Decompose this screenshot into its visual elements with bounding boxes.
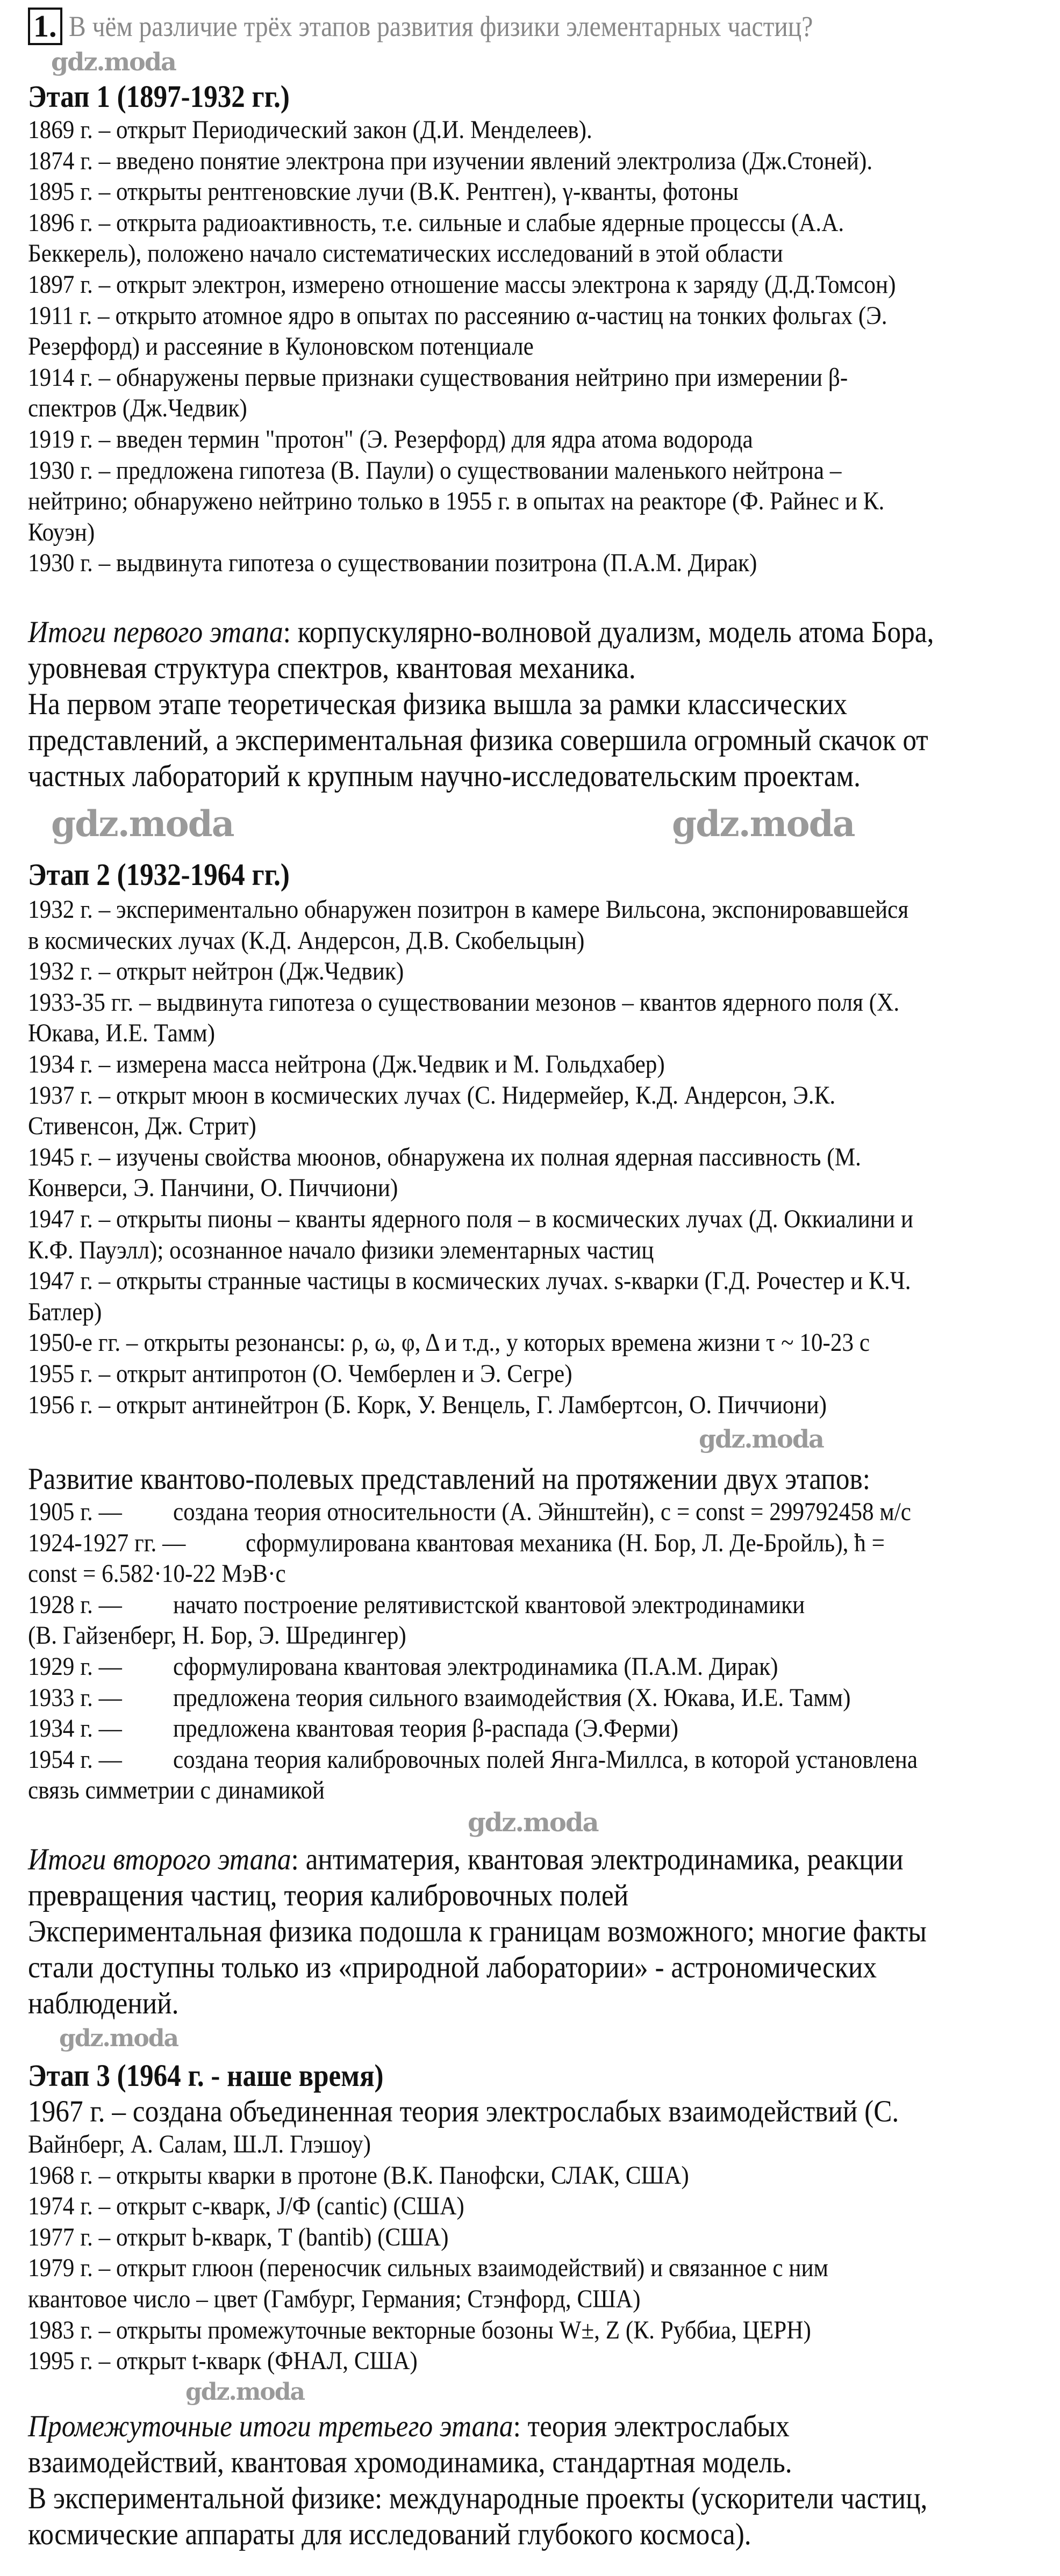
- stage3-first-line: [28, 2093, 1049, 2129]
- summary-text: Экспериментальная физика подошла к границам возможного; многие факты: [28, 1915, 927, 1948]
- timeline-line: 1947 г. – открыты пионы – кванты ядерного поля – в космических лучах (Д. Оккиалини и: [28, 1204, 913, 1233]
- summary-text: представлений, а экспериментальная физика совершила огромный скачок от: [28, 723, 928, 757]
- qft-text: начато построение релятивистской квантовой электродинамики: [173, 1590, 805, 1619]
- stage3-title: Этап 3 (1964 г. - наше время): [28, 2058, 384, 2093]
- timeline-line: Юкава, И.Е. Тамм): [28, 1019, 216, 1048]
- timeline-line: 1874 г. – введено понятие электрона при изучении явлений электролиза (Дж.Стоней).: [28, 146, 873, 175]
- qft-text: создана теория калибровочных полей Янга-Миллса, в которой установлена: [173, 1745, 918, 1774]
- summary-text: космические аппараты для исследований глубокого космоса).: [28, 2517, 751, 2551]
- timeline-line: 1956 г. – открыт антинейтрон (Б. Корк, У. Венцель, Г. Ламбертсон, О. Пиччиони): [28, 1390, 827, 1419]
- timeline-line: 1977 г. – открыт b-кварк, Т (bantib) (США): [28, 2222, 449, 2251]
- summary-label: Промежуточные итоги третьего этапа: [28, 2409, 513, 2443]
- qft-text: сформулирована квантовая электродинамика (П.А.М. Дирак): [173, 1652, 778, 1681]
- timeline-line: 1983 г. – открыты промежуточные векторные бозоны W±, Z (К. Руббиа, ЦЕРН): [28, 2315, 811, 2344]
- watermark: gdz.moda: [51, 47, 176, 76]
- stage2-summary: [28, 1841, 1049, 2021]
- timeline-line: 1919 г. – введен термин "протон" (Э. Резерфорд) для ядра атома водорода: [28, 424, 753, 454]
- timeline-line: 1896 г. – открыта радиоактивность, т.е. сильные и слабые ядерные процессы (А.А.: [28, 208, 844, 237]
- timeline-line: в космических лучах (К.Д. Андерсон, Д.В. Скобельцын): [28, 926, 585, 955]
- qft-entry: [28, 1528, 947, 1559]
- watermark: gdz.moda: [699, 1424, 823, 1454]
- qft-text: (В. Гайзенберг, Н. Бор, Э. Шредингер): [28, 1621, 406, 1650]
- qft-entry: [28, 1589, 947, 1621]
- summary-text: частных лабораторий к крупным научно-исследовательским проектам.: [28, 759, 861, 793]
- watermark: gdz.moda: [51, 803, 234, 845]
- timeline-line: Стивенсон, Дж. Стрит): [28, 1112, 256, 1141]
- timeline-line: 1979 г. – открыт глюон (переносчик сильных взаимодействий) и связанное с ним: [28, 2254, 828, 2283]
- timeline-line: 1947 г. – открыты странные частицы в космических лучах. s-кварки (Г.Д. Рочестер и К.Ч.: [28, 1267, 911, 1296]
- stage1-summary: [28, 614, 1049, 794]
- qft-year: 1934 г. —: [28, 1714, 122, 1743]
- qft-text: сформулирована квантовая механика (Н. Бор, Л. Де-Бройль), ħ =: [246, 1528, 885, 1557]
- timeline-line: 1932 г. – открыт нейтрон (Дж.Чедвик): [28, 957, 404, 986]
- summary-text: превращения частиц, теория калибровочных полей: [28, 1879, 629, 1912]
- timeline-line: нейтрино; обнаружено нейтрино только в 1955 г. в опытах на реакторе (Ф. Райнес и К.: [28, 487, 885, 516]
- timeline-line: 1995 г. – открыт t-кварк (ФНАЛ, США): [28, 2347, 418, 2376]
- qft-text: связь симметрии с динамикой: [28, 1776, 325, 1805]
- stage3-summary: [28, 2408, 1049, 2552]
- timeline-line: 1897 г. – открыт электрон, измерено отношение массы электрона к заряду (Д.Д.Томсон): [28, 270, 896, 299]
- timeline-line: 1930 г. – предложена гипотеза (В. Паули) о существовании маленького нейтрона –: [28, 456, 842, 485]
- qft-year: 1929 г. —: [28, 1652, 122, 1681]
- summary-label: Итоги первого этапа: [28, 615, 283, 649]
- stage3-lines: [28, 2129, 1049, 2377]
- timeline-line: Резерфорд) и рассеяние в Кулоновском потенциале: [28, 332, 534, 361]
- qft-year: 1905 г. —: [28, 1498, 122, 1526]
- question-number: 1.: [28, 8, 62, 45]
- qft-text: создана теория относительности (А. Эйнштейн), c = const = 299792458 м/с: [173, 1498, 911, 1526]
- timeline-line: 1911 г. – открыто атомное ядро в опытах по рассеянию α-частиц на тонких фольгах (Э.: [28, 301, 887, 330]
- timeline-line: Конверси, Э. Панчини, О. Пиччиони): [28, 1174, 398, 1203]
- summary-text: : антиматерия, квантовая электродинамика, реакции: [291, 1843, 904, 1876]
- timeline-line: 1934 г. – измерена масса нейтрона (Дж.Чедвик и М. Гольдхабер): [28, 1049, 665, 1078]
- qft-entry: [28, 1496, 947, 1528]
- question-text: В чём различие трёх этапов развития физики элементарных частиц?: [68, 10, 813, 42]
- timeline-line: Вайнберг, А. Салам, Ш.Л. Глэшоу): [28, 2130, 371, 2158]
- qft-year: 1924-1927 гг. —: [28, 1528, 186, 1557]
- timeline-line: 1974 г. – открыт c-кварк, J/Ф (cantic) (США): [28, 2192, 464, 2221]
- summary-label: Итоги второго этапа: [28, 1843, 291, 1876]
- timeline-line: 1967 г. – создана объединенная теория электрослабых взаимодействий (С.: [28, 2095, 899, 2128]
- timeline-line: 1933-35 гг. – выдвинута гипотеза о существовании мезонов – квантов ядерного поля (Х.: [28, 988, 900, 1017]
- timeline-line: 1968 г. – открыты кварки в протоне (В.К. Панофски, СЛАК, США): [28, 2161, 689, 2190]
- qft-text: предложена квантовая теория β-распада (Э.Ферми): [173, 1714, 679, 1743]
- timeline-line: спектров (Дж.Чедвик): [28, 394, 247, 423]
- timeline-line: 1932 г. – экспериментально обнаружен позитрон в камере Вильсона, экспонировавшейся: [28, 895, 909, 924]
- timeline-line: Беккерель), положено начало систематических исследований в этой области: [28, 239, 783, 268]
- qft-entry: [28, 1775, 947, 1806]
- qft-entry: [28, 1620, 947, 1651]
- qft-text: const = 6.582·10-22 МэВ·с: [28, 1559, 286, 1588]
- stage1-lines: [28, 114, 1049, 579]
- watermark: gdz.moda: [59, 2025, 178, 2052]
- summary-text: взаимодействий, квантовая хромодинамика, стандартная модель.: [28, 2445, 792, 2479]
- timeline-line: 1914 г. – обнаружены первые признаки существования нейтрино при измерении β-: [28, 363, 848, 392]
- qft-year: 1928 г. —: [28, 1590, 122, 1619]
- qft-title-text: Развитие квантово-полевых представлений на протяжении двух этапов:: [28, 1462, 870, 1496]
- question-header: [28, 8, 914, 45]
- timeline-line: 1937 г. – открыт мюон в космических лучах (С. Нидермейер, К.Д. Андерсон, Э.К.: [28, 1081, 836, 1110]
- timeline-line: Батлер): [28, 1297, 102, 1326]
- qft-timeline: [28, 1496, 1049, 1806]
- qft-year: 1954 г. —: [28, 1745, 122, 1774]
- stage2-lines: [28, 894, 1049, 1420]
- timeline-line: 1955 г. – открыт антипротон (О. Чемберлен и Э. Сегре): [28, 1359, 572, 1388]
- timeline-line: 1869 г. – открыт Периодический закон (Д.И. Менделеев).: [28, 116, 592, 144]
- watermark: gdz.moda: [672, 803, 855, 845]
- qft-entry: [28, 1558, 947, 1589]
- summary-text: уровневая структура спектров, квантовая механика.: [28, 651, 636, 685]
- timeline-line: Коуэн): [28, 517, 95, 546]
- summary-text: На первом этапе теоретическая физика вышла за рамки классических: [28, 687, 848, 721]
- qft-entry: [28, 1713, 947, 1744]
- timeline-line: 1945 г. – изучены свойства мюонов, обнаружена их полная ядерная пассивность (М.: [28, 1142, 861, 1171]
- qft-year: 1933 г. —: [28, 1683, 122, 1712]
- timeline-line: К.Ф. Пауэлл); осознанное начало физики элементарных частиц: [28, 1235, 654, 1264]
- qft-entry: [28, 1682, 947, 1714]
- watermark: gdz.moda: [468, 1808, 598, 1838]
- qft-entry: [28, 1651, 947, 1682]
- timeline-line: 1930 г. – выдвинута гипотеза о существовании позитрона (П.А.М. Дирак): [28, 549, 757, 578]
- qft-text: предложена теория сильного взаимодействия (Х. Юкава, И.Е. Тамм): [173, 1683, 851, 1712]
- timeline-line: 1950-е гг. – открыты резонансы: ρ, ω, φ, Δ и т.д., у которых времена жизни τ ~ 10-23 с: [28, 1328, 870, 1357]
- qft-entry: [28, 1744, 947, 1775]
- summary-text: : теория электрослабых: [513, 2409, 790, 2443]
- stage2-title: Этап 2 (1932-1964 гг.): [28, 857, 290, 892]
- qft-title: [28, 1461, 1049, 1497]
- watermark: gdz.moda: [185, 2378, 305, 2406]
- summary-text: В экспериментальной физике: международные проекты (ускорители частиц,: [28, 2481, 928, 2515]
- summary-text: наблюдений.: [28, 1987, 179, 2020]
- stage1-title: Этап 1 (1897-1932 гг.): [28, 79, 290, 114]
- timeline-line: 1895 г. – открыты рентгеновские лучи (В.К. Рентген), γ-кванты, фотоны: [28, 177, 739, 206]
- timeline-line: квантовое число – цвет (Гамбург, Германия; Стэнфорд, США): [28, 2284, 641, 2313]
- summary-text: стали доступны только из «природной лаборатории» - астрономических: [28, 1951, 877, 1984]
- summary-text: : корпускулярно-волновой дуализм, модель атома Бора,: [283, 615, 934, 649]
